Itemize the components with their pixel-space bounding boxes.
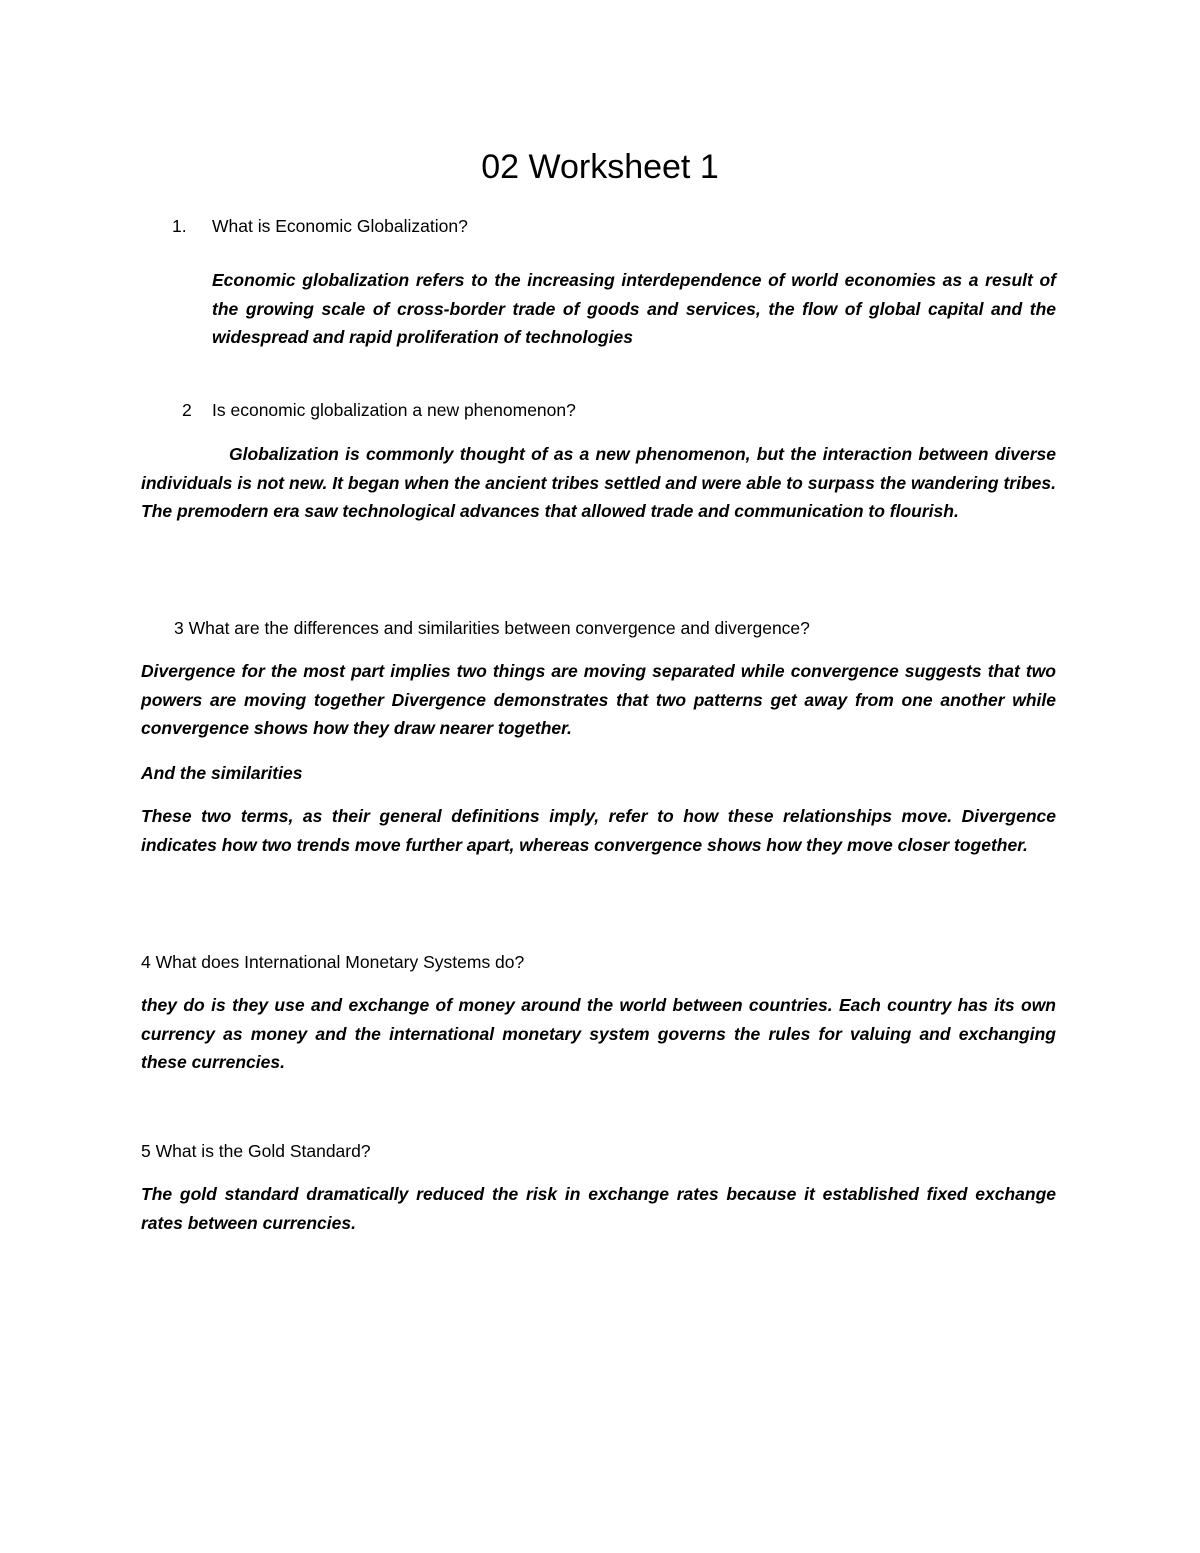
question-2-text: Is economic globalization a new phenomenon? [212, 400, 576, 420]
answer-2: Globalization is commonly thought of as a new phenomenon, but the interaction between diverse individuals is not new. It began when the ancient tribes settled and were able to surpass the wandering tribes. The premodern era saw technological advances that allowed trade and communication to flourish. [141, 444, 1056, 521]
question-2 [182, 398, 576, 422]
answer-5: The gold standard dramatically reduced the risk in exchange rates because it established fixed exchange rates between currencies. [141, 1184, 1056, 1233]
question-5: 5 What is the Gold Standard? [141, 1141, 371, 1161]
question-2-number: 2 [182, 400, 192, 420]
similarities-heading: And the similarities [141, 763, 303, 783]
answer-4: they do is they use and exchange of money around the world between countries. Each country has its own currency as money and the international monetary system governs the rules for valuing and exchanging these currencies. [141, 995, 1056, 1072]
question-1 [172, 214, 468, 238]
question-1-number: 1. [172, 216, 187, 236]
question-3: 3 What are the differences and similarities between convergence and divergence? [174, 618, 810, 638]
answer-1: Economic globalization refers to the increasing interdependence of world economies as a result of the growing scale of cross-border trade of goods and services, the flow of global capital and the widespread and rapid proliferation of technologies [212, 270, 1056, 347]
answer-3-similarities: These two terms, as their general definitions imply, refer to how these relationships move. Divergence indicates how two trends move further apart, whereas convergence shows how they move closer together. [141, 806, 1056, 855]
question-4: 4 What does International Monetary Systems do? [141, 952, 525, 972]
question-1-text: What is Economic Globalization? [212, 216, 468, 236]
page-title: 02 Worksheet 1 [481, 148, 719, 186]
answer-3: Divergence for the most part implies two things are moving separated while convergence suggests that two powers are moving together Divergence demonstrates that two patterns get away from one another while convergence shows how they draw nearer together. [141, 661, 1056, 738]
